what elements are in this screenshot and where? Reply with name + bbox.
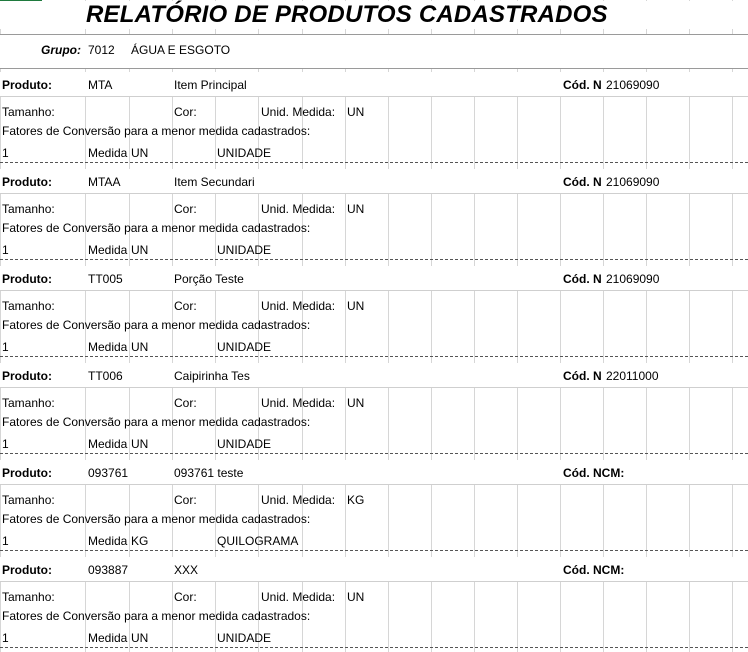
conversion-unit-name: QUILOGRAMA [217,534,299,548]
row-separator [0,193,748,194]
conversion-factor: 1 [2,340,9,354]
block-dashed-separator [0,259,748,260]
conversion-unit-name: UNIDADE [217,340,272,354]
product-code: 093761 [88,466,129,480]
conversion-unit: UN [131,631,149,645]
product-label: Produto: [2,78,52,92]
color-label: Cor: [174,299,197,313]
report-title: RELATÓRIO DE PRODUTOS CADASTRADOS [86,1,608,28]
conversion-factors-label: Fatores de Conversão para a menor medida cadastrados: [2,609,311,623]
product-code: MTA [88,78,113,92]
product-block [0,557,748,652]
conversion-factor: 1 [2,146,9,160]
conversion-factors-label: Fatores de Conversão para a menor medida cadastrados: [2,415,311,429]
conversion-unit-name: UNIDADE [217,631,272,645]
product-label: Produto: [2,466,52,480]
size-label: Tamanho: [2,202,55,216]
row-separator [0,484,748,485]
ncm-value: 22011000 [606,369,659,383]
row-separator [0,290,748,291]
color-label: Cor: [174,396,197,410]
ncm-label: Cód. NCM: [563,466,625,480]
unit-value: UN [347,396,365,410]
ncm-label: Cód. NCM: [563,563,625,577]
medida-label: Medida [88,243,128,257]
product-label: Produto: [2,563,52,577]
conversion-factor: 1 [2,243,9,257]
product-label: Produto: [2,175,52,189]
product-label: Produto: [2,272,52,286]
conversion-unit: UN [131,243,149,257]
unit-value: UN [347,590,365,604]
group-name: ÁGUA E ESGOTO [131,43,231,57]
medida-label: Medida [88,437,128,451]
report-title-row [0,1,748,29]
conversion-unit-name: UNIDADE [217,437,272,451]
ncm-value [606,464,696,482]
unit-label: Unid. Medida: [261,202,336,216]
group-header [0,34,748,69]
size-label: Tamanho: [2,105,55,119]
product-name: Item Principal [174,78,247,92]
conversion-unit: UN [131,340,149,354]
ncm-label: Cód. N [563,272,602,286]
ncm-value [606,561,696,579]
product-block [0,169,748,266]
product-label: Produto: [2,369,52,383]
color-label: Cor: [174,493,197,507]
size-label: Tamanho: [2,493,55,507]
size-label: Tamanho: [2,396,55,410]
unit-label: Unid. Medida: [261,105,336,119]
conversion-unit-name: UNIDADE [217,146,272,160]
color-label: Cor: [174,202,197,216]
ncm-value: 21069090 [606,78,660,92]
conversion-factors-label: Fatores de Conversão para a menor medida cadastrados: [2,221,311,235]
unit-value: UN [347,202,365,216]
unit-label: Unid. Medida: [261,493,336,507]
size-label: Tamanho: [2,299,55,313]
conversion-factors-label: Fatores de Conversão para a menor medida cadastrados: [2,124,311,138]
conversion-unit-name: UNIDADE [217,243,272,257]
unit-value: KG [347,493,365,507]
block-dashed-separator [0,453,748,454]
conversion-factor: 1 [2,631,9,645]
product-name: Caipirinha Tes [174,369,250,383]
block-dashed-separator [0,162,748,163]
block-dashed-separator [0,550,748,551]
ncm-label: Cód. N [563,78,602,92]
row-separator [0,387,748,388]
medida-label: Medida [88,146,128,160]
row-separator [0,581,748,582]
block-dashed-separator [0,647,748,648]
product-block [0,266,748,363]
medida-label: Medida [88,534,128,548]
row-separator [0,96,748,97]
medida-label: Medida [88,340,128,354]
unit-label: Unid. Medida: [261,590,336,604]
product-block [0,460,748,557]
unit-label: Unid. Medida: [261,299,336,313]
color-label: Cor: [174,590,197,604]
conversion-factor: 1 [2,534,9,548]
conversion-unit: UN [131,146,149,160]
conversion-factors-label: Fatores de Conversão para a menor medida cadastrados: [2,318,311,332]
unit-value: UN [347,299,365,313]
conversion-unit: KG [131,534,149,548]
group-label: Grupo: [41,43,81,57]
product-code: TT005 [88,272,123,286]
medida-label: Medida [88,631,128,645]
block-dashed-separator [0,356,748,357]
group-code: 7012 [88,43,115,57]
color-label: Cor: [174,105,197,119]
product-name: XXX [174,563,199,577]
product-code: TT006 [88,369,123,383]
product-name: Item Secundari [174,175,255,189]
product-block [0,72,748,169]
product-block [0,363,748,460]
conversion-factors-label: Fatores de Conversão para a menor medida cadastrados: [2,512,311,526]
size-label: Tamanho: [2,590,55,604]
product-code: 093887 [88,563,129,577]
conversion-factor: 1 [2,437,9,451]
ncm-label: Cód. N [563,175,602,189]
product-name: 093761 teste [174,466,244,480]
product-name: Porção Teste [174,272,244,286]
ncm-value: 21069090 [606,175,660,189]
product-code: MTAA [88,175,121,189]
unit-label: Unid. Medida: [261,396,336,410]
ncm-label: Cód. N [563,369,602,383]
unit-value: UN [347,105,365,119]
ncm-value: 21069090 [606,272,660,286]
conversion-unit: UN [131,437,149,451]
